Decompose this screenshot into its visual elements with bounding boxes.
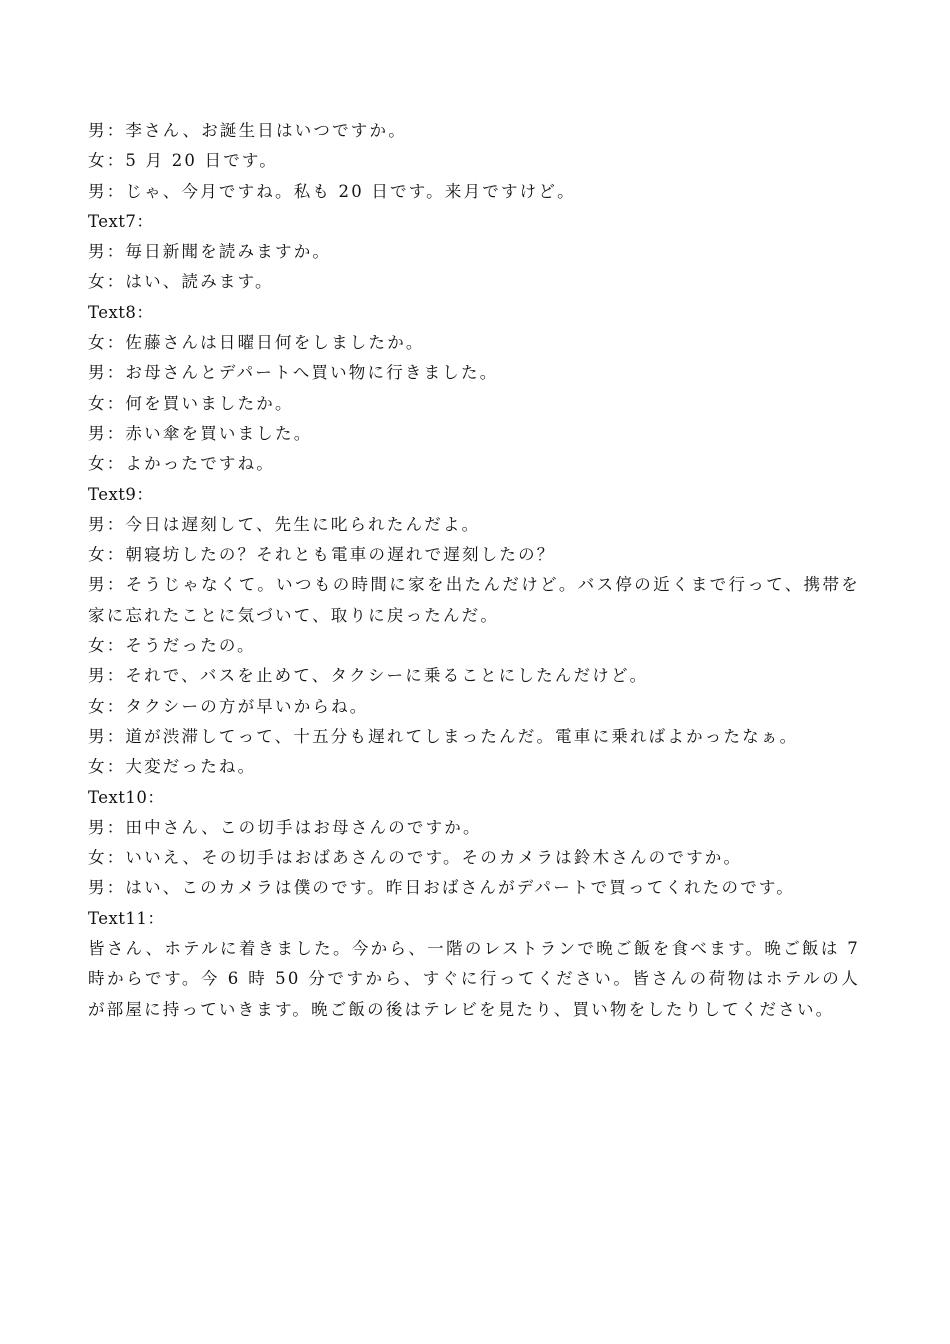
section-heading-text9: Text9： (88, 484, 154, 504)
dialogue-line: 女：朝寝坊したの？それとも電車の遅れで遅刻したの？ (88, 545, 556, 565)
dialogue-line: 女：タクシーの方が早いからね。 (88, 696, 369, 716)
narration-paragraph: 皆さん、ホテルに着きました。今から、一階のレストランで晩ご飯を食べます。晩ご飯は 7 時からです。今 6 時 50 分ですから、すぐに行ってください。皆さんの荷物はホテルの人が部屋に持っていきます。晩ご飯の後はテレビを見たり、買い物をしたりしてください。 (88, 939, 860, 1019)
document-page (88, 116, 860, 1025)
dialogue-line: 男：李さん、お誕生日はいつですか。 (88, 121, 407, 140)
dialogue-line: 女：大変だったね。 (88, 757, 257, 777)
dialogue-line: 男：今日は遅刻して、先生に叱られたんだよ。 (88, 514, 481, 534)
dialogue-line: 女：はい、読みます。 (88, 272, 274, 292)
dialogue-line: 男：毎日新聞を読みますか。 (88, 242, 332, 262)
section-heading-text8: Text8： (88, 302, 154, 322)
section-heading-text11: Text11： (88, 908, 165, 928)
dialogue-line: 男：はい、このカメラは僕のです。昨日おばさんがデパートで買ってくれたのです。 (88, 878, 795, 898)
dialogue-line: 女：そうだったの。 (88, 636, 256, 656)
dialogue-line: 女：5 月 20 日です。 (88, 151, 279, 171)
dialogue-line: 男：赤い傘を買いました。 (88, 423, 313, 443)
dialogue-line: 女：よかったですね。 (88, 454, 275, 474)
dialogue-paragraph: 男：そうじゃなくて。いつもの時間に家を出たんだけど。バス停の近くまで行って、携帯を家に忘れたことに気づいて、取りに戻ったんだ。 (88, 575, 860, 625)
dialogue-line: 男：それで、バスを止めて、タクシーに乗ることにしたんだけど。 (88, 666, 649, 686)
dialogue-line: 男：田中さん、この切手はお母さんのですか。 (88, 817, 482, 837)
dialogue-line: 男：じゃ、今月ですね。私も 20 日です。来月ですけど。 (88, 181, 576, 201)
section-heading-text10: Text10： (88, 787, 165, 807)
section-heading-text7: Text7： (88, 211, 154, 231)
dialogue-line: 女：何を買いましたか。 (88, 393, 294, 413)
dialogue-line: 男：道が渋滞してって、十五分も遅れてしまったんだ。電車に乗ればよかったなぁ。 (88, 726, 799, 746)
dialogue-line: 男：お母さんとデパートへ買い物に行きました。 (88, 363, 499, 383)
dialogue-line: 女：いいえ、その切手はおばあさんのです。そのカメラは鈴木さんのですか。 (88, 848, 743, 868)
dialogue-line: 女：佐藤さんは日曜日何をしましたか。 (88, 333, 425, 353)
